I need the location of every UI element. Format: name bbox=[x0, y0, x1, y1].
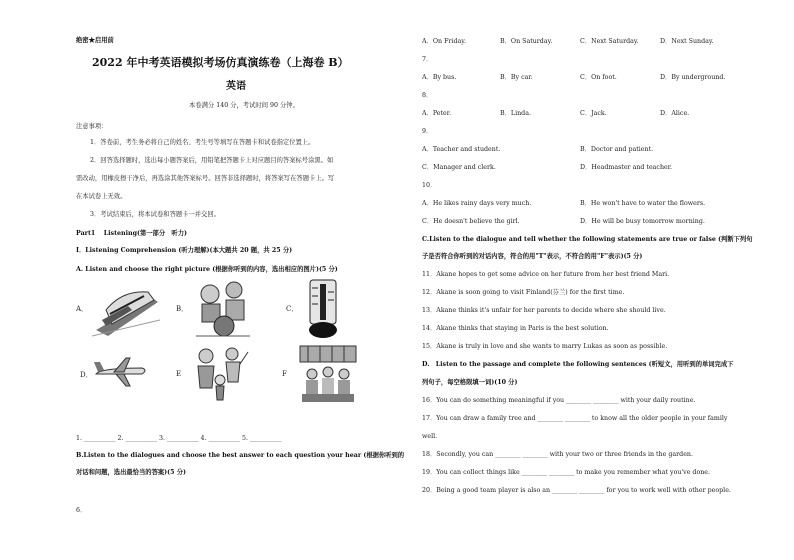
option: C．Next Saturday. bbox=[580, 38, 639, 45]
option: B．He won't have to water the flowers. bbox=[580, 200, 706, 207]
section-c-heading: 子是否符合你听到的对话内容，符合的用"T"表示，不符合的用"F"表示)(5 分) bbox=[422, 253, 643, 260]
secret-label: 绝密★启用前 bbox=[76, 37, 114, 44]
family-playing-icon bbox=[190, 344, 250, 404]
picture-label: B． bbox=[176, 305, 189, 313]
option: B．On Saturday. bbox=[500, 38, 553, 45]
exam-title: 2022 年中考英语模拟考场仿真演练卷（上海卷 B） bbox=[92, 56, 349, 69]
notes-heading: 注意事项： bbox=[76, 123, 108, 130]
option: C．Jack. bbox=[580, 110, 607, 117]
option: C．On foot. bbox=[580, 74, 617, 81]
option: D．He will be busy tomorrow morning. bbox=[580, 218, 705, 225]
note-line: 2．回答选择题时，选出每小题答案后，用铅笔把答题卡上对应题目的答案标号涂黑。如 bbox=[90, 157, 334, 164]
section-d-heading: D. Listen to the passage and complete the following sentences (听短文，用听到的单词完成下 bbox=[422, 361, 734, 368]
option: C．Manager and clerk. bbox=[422, 164, 496, 171]
fill-blank-item: 19．You can collect things like ________ ________ to make you remember what you've done. bbox=[422, 469, 711, 476]
picture-label: E bbox=[176, 370, 182, 378]
question-number: 10． bbox=[422, 182, 437, 189]
section-1-heading: I．Listening Comprehension (听力理解)(本大题共 20 题，共 25 分) bbox=[76, 247, 293, 254]
question-number: 6． bbox=[76, 507, 87, 514]
children-reading-icon bbox=[298, 344, 358, 406]
option: C．He doesn't believe the girl. bbox=[422, 218, 520, 225]
fill-blank-item: 20．Being a good team player is also an ________ ________ for you to work well with other people. bbox=[422, 487, 731, 494]
question-number: 7． bbox=[422, 56, 433, 63]
option: D．By underground. bbox=[660, 74, 726, 81]
option: A．Teacher and student. bbox=[422, 146, 501, 153]
thermometer-icon bbox=[298, 278, 348, 340]
question-number: 9． bbox=[422, 128, 433, 135]
option: B．Doctor and patient. bbox=[580, 146, 654, 153]
answer-blanks: 1. __________ 2. __________ 3. __________ 4. __________ 5. __________ bbox=[76, 435, 282, 442]
option: A．He likes rainy days very much. bbox=[422, 200, 532, 207]
note-line: 在本试卷上无效。 bbox=[76, 193, 127, 200]
section-a-heading: A. Listen and choose the right picture (根据你听到的内容，选出相应的图片)(5 分) bbox=[76, 266, 338, 273]
section-c-heading: C.Listen to the dialogue and tell whether the following statements are true or false (判断下列句 bbox=[422, 236, 753, 243]
fill-blank-item: 16．You can do something meaningful if you ________ ________ with your daily routine. bbox=[422, 397, 696, 404]
true-false-item: 14．Akane thinks that staying in Paris is the best solution. bbox=[422, 325, 609, 332]
subject-title: 英语 bbox=[226, 81, 246, 92]
section-b-heading: 对话和问题，选出最恰当的答案)(5 分) bbox=[76, 469, 186, 476]
question-number: 8． bbox=[422, 92, 433, 99]
option: D．Alice. bbox=[660, 110, 690, 117]
picture-label: F bbox=[282, 370, 287, 378]
option: B．Linda. bbox=[500, 110, 531, 117]
option: A．By bus. bbox=[422, 74, 457, 81]
fill-blank-item: 17．You can draw a family tree and ________ ________ to know all the older people in your family bbox=[422, 415, 728, 422]
option: B．By car. bbox=[500, 74, 533, 81]
airplane-icon bbox=[94, 352, 150, 392]
true-false-item: 15．Akane is truly in love and she wants to marry Lukas as soon as possible. bbox=[422, 343, 668, 350]
robots-icon bbox=[190, 276, 256, 340]
high-speed-train-icon bbox=[92, 280, 160, 338]
score-note: 本卷满分 140 分，考试时间 90 分钟。 bbox=[189, 102, 299, 109]
section-d-heading: 列句子，每空格限填一词)(10 分) bbox=[422, 379, 518, 386]
part1-heading: Part1 Listening(第一部分 听力) bbox=[76, 230, 188, 237]
option: D．Headmaster and teacher. bbox=[580, 164, 673, 171]
note-line: 需改动，用橡皮擦干净后，再选涂其他答案标号。回答非选择题时，将答案写在答题卡上。写 bbox=[76, 175, 335, 182]
picture-label: C． bbox=[286, 305, 299, 313]
fill-blank-item: well. bbox=[422, 433, 438, 440]
note-line: 3．考试结束后，将本试卷和答题卡一并交回。 bbox=[90, 211, 220, 218]
true-false-item: 13．Akane thinks it's unfair for her parents to decide where she should live. bbox=[422, 307, 666, 314]
option: D．Next Sunday. bbox=[660, 38, 714, 45]
option: A．Peter. bbox=[422, 110, 452, 117]
fill-blank-item: 18．Secondly, you can ________ ________ with your two or three friends in the garden. bbox=[422, 451, 693, 458]
note-line: 1．答卷前，考生务必将自己的姓名、考生号等填写在答题卡和试卷指定位置上。 bbox=[90, 139, 315, 146]
section-b-heading: B.Listen to the dialogues and choose the best answer to each question your hear (根据你听到的 bbox=[76, 452, 405, 459]
option: A．On Friday. bbox=[422, 38, 466, 45]
true-false-item: 11．Akane hopes to get some advice on her future from her best friend Mari. bbox=[422, 271, 670, 278]
picture-label: A． bbox=[76, 305, 89, 313]
picture-label: D． bbox=[80, 371, 93, 379]
true-false-item: 12．Akane is soon going to visit Finland(芬兰) for the first time. bbox=[422, 289, 625, 296]
